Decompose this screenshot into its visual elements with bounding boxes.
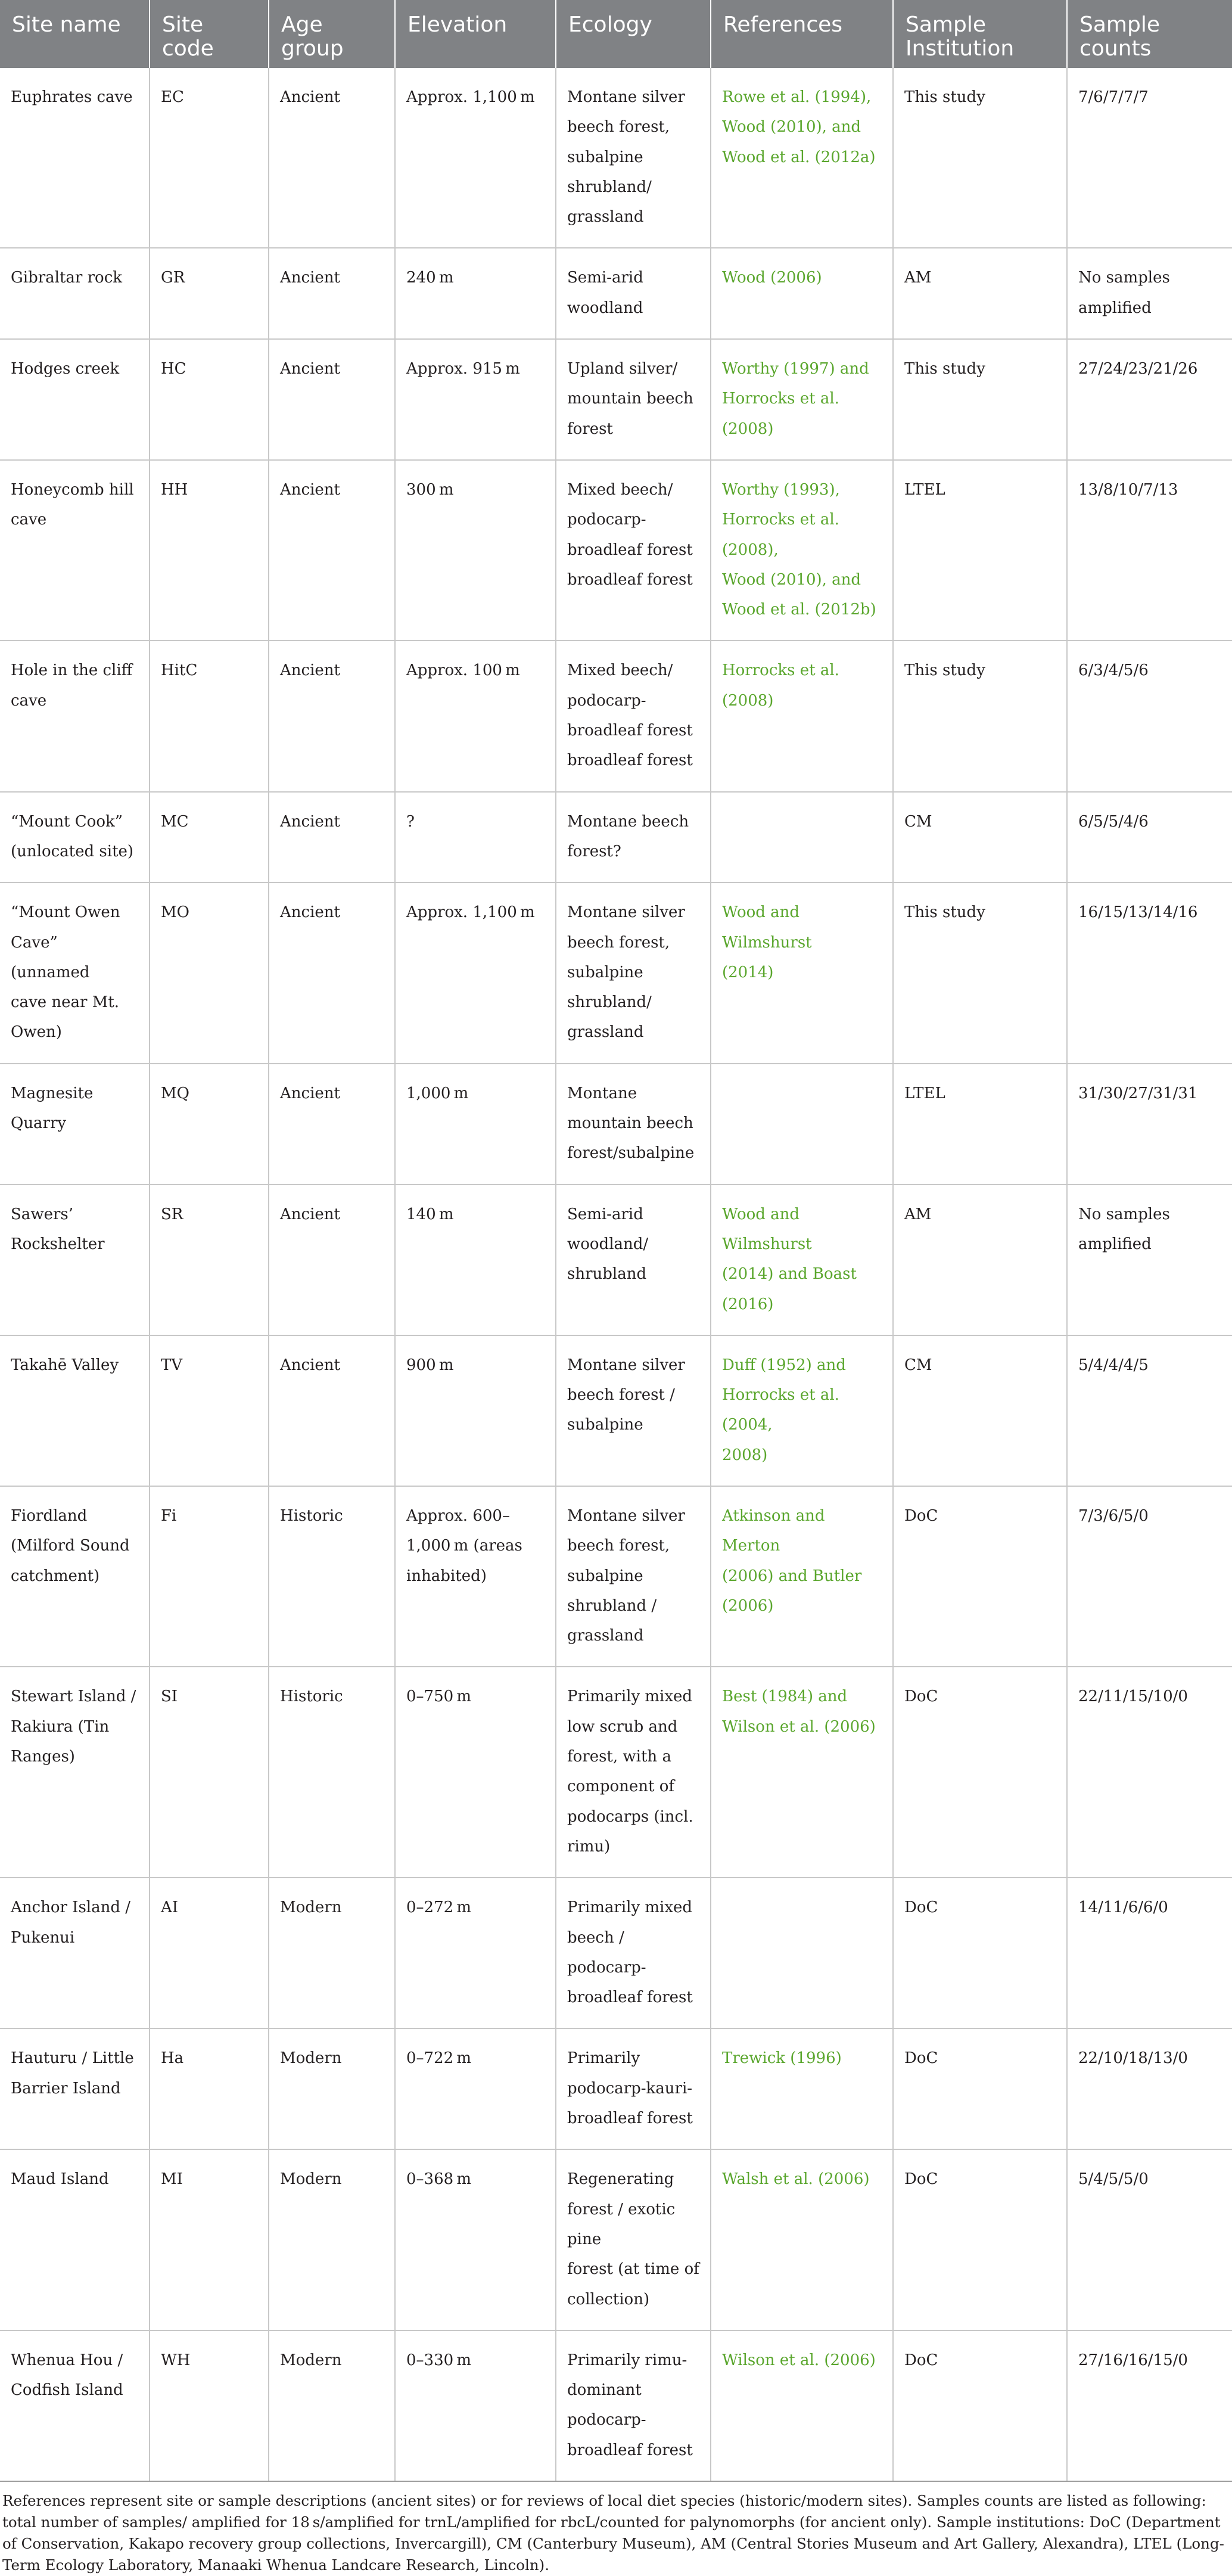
site-code-cell: TV <box>150 1335 269 1486</box>
site-code-cell: HC <box>150 339 269 460</box>
age-group-cell: Ancient <box>269 339 395 460</box>
table-row <box>0 1335 1232 1486</box>
col-sample-counts: Sample counts <box>1067 0 1232 68</box>
site-code-cell: GR <box>150 248 269 339</box>
counts-cell: No samples amplified <box>1067 1185 1232 1335</box>
site-code-cell: MC <box>150 792 269 883</box>
counts-cell: 22/11/15/10/0 <box>1067 1667 1232 1878</box>
counts-cell: 7/3/6/5/0 <box>1067 1486 1232 1667</box>
counts-cell: 5/4/5/5/0 <box>1067 2149 1232 2330</box>
ecology-cell: Mixed beech/ podocarp- broadleaf forest broadleaf forest <box>556 641 711 791</box>
elevation-cell: 0–722 m <box>395 2028 556 2149</box>
table-footnote: References represent site or sample descriptions (ancient sites) or for reviews of local diet species (historic/modern sites). Samples counts are listed as following: total number of samples/ amplified for 18 s/amplified for trnL/amplified for rbcL/counted for palynomorphs (for ancient only). Sample institutions: DoC (Department of Conservation, Kakapo recovery group collections, Invercargill), CM (Canterbury Museum), AM (Central Stories Museum and Art Gallery, Alexandra), LTEL (Long-Term Ecology Laboratory, Manaaki Whenua Landcare Research, Lincoln). <box>2 2492 1224 2574</box>
ecology-cell: Semi-arid woodland/ shrubland <box>556 1185 711 1335</box>
col-site-name: Site name <box>0 0 150 68</box>
age-group-cell: Ancient <box>269 1064 395 1185</box>
elevation-cell: 300 m <box>395 460 556 641</box>
site-name-cell: Anchor Island / Pukenui <box>0 1878 150 2028</box>
elevation-cell: Approx. 1,100 m <box>395 68 556 248</box>
ecology-cell: Primarily rimu- dominant podocarp- broadleaf forest <box>556 2330 711 2481</box>
elevation-cell: Approx. 915 m <box>395 339 556 460</box>
ecology-cell: Regenerating forest / exotic pine forest (at time of collection) <box>556 2149 711 2330</box>
institution-cell: This study <box>893 68 1067 248</box>
elevation-cell: Approx. 1,100 m <box>395 883 556 1063</box>
counts-cell: 7/6/7/7/7 <box>1067 68 1232 248</box>
site-name-cell: “Mount Cook” (unlocated site) <box>0 792 150 883</box>
site-name-cell: Maud Island <box>0 2149 150 2330</box>
references-cell[interactable]: Trewick (1996) <box>711 2028 893 2149</box>
institution-cell: This study <box>893 339 1067 460</box>
col-age-group: Age group <box>269 0 395 68</box>
site-name-cell: Stewart Island / Rakiura (Tin Ranges) <box>0 1667 150 1878</box>
table-row <box>0 1486 1232 1667</box>
age-group-cell: Modern <box>269 2330 395 2481</box>
counts-cell: 14/11/6/6/0 <box>1067 1878 1232 2028</box>
site-name-cell: Euphrates cave <box>0 68 150 248</box>
references-cell[interactable]: Wood and Wilmshurst (2014) <box>711 883 893 1063</box>
age-group-cell: Ancient <box>269 460 395 641</box>
age-group-cell: Historic <box>269 1486 395 1667</box>
ecology-cell: Montane silver beech forest, subalpine shrubland / grassland <box>556 1486 711 1667</box>
ecology-cell: Montane beech forest? <box>556 792 711 883</box>
elevation-cell: ? <box>395 792 556 883</box>
ecology-cell: Primarily mixed beech / podocarp- broadleaf forest <box>556 1878 711 2028</box>
site-name-cell: Whenua Hou / Codfish Island <box>0 2330 150 2481</box>
institution-cell: DoC <box>893 2330 1067 2481</box>
table-row <box>0 792 1232 883</box>
institution-cell: LTEL <box>893 1064 1067 1185</box>
counts-cell: No samples amplified <box>1067 248 1232 339</box>
site-code-cell: HH <box>150 460 269 641</box>
elevation-cell: Approx. 100 m <box>395 641 556 791</box>
ecology-cell: Upland silver/ mountain beech forest <box>556 339 711 460</box>
site-code-cell: SR <box>150 1185 269 1335</box>
site-code-cell: Ha <box>150 2028 269 2149</box>
table-row <box>0 2330 1232 2481</box>
site-code-cell: WH <box>150 2330 269 2481</box>
site-name-cell: Hauturu / Little Barrier Island <box>0 2028 150 2149</box>
references-cell[interactable]: Best (1984) and Wilson et al. (2006) <box>711 1667 893 1878</box>
counts-cell: 5/4/4/4/5 <box>1067 1335 1232 1486</box>
age-group-cell: Ancient <box>269 1335 395 1486</box>
institution-cell: AM <box>893 1185 1067 1335</box>
table-row <box>0 1064 1232 1185</box>
ecology-cell: Mixed beech/ podocarp- broadleaf forest broadleaf forest <box>556 460 711 641</box>
elevation-cell: 0–750 m <box>395 1667 556 1878</box>
elevation-cell: 240 m <box>395 248 556 339</box>
institution-cell: DoC <box>893 2028 1067 2149</box>
col-sample-institution: Sample Institution <box>893 0 1067 68</box>
counts-cell: 31/30/27/31/31 <box>1067 1064 1232 1185</box>
table-row <box>0 460 1232 641</box>
counts-cell: 22/10/18/13/0 <box>1067 2028 1232 2149</box>
site-name-cell: “Mount Owen Cave” (unnamed cave near Mt. Owen) <box>0 883 150 1063</box>
site-name-cell: Gibraltar rock <box>0 248 150 339</box>
site-code-cell: AI <box>150 1878 269 2028</box>
ecology-cell: Montane silver beech forest, subalpine shrubland/ grassland <box>556 68 711 248</box>
ecology-cell: Primarily podocarp-kauri- broadleaf forest <box>556 2028 711 2149</box>
age-group-cell: Modern <box>269 2028 395 2149</box>
institution-cell: This study <box>893 883 1067 1063</box>
table-row <box>0 68 1232 248</box>
ecology-cell: Montane silver beech forest / subalpine <box>556 1335 711 1486</box>
counts-cell: 6/5/5/4/6 <box>1067 792 1232 883</box>
site-name-cell: Magnesite Quarry <box>0 1064 150 1185</box>
references-cell[interactable]: Worthy (1997) and Horrocks et al. (2008) <box>711 339 893 460</box>
institution-cell: DoC <box>893 1878 1067 2028</box>
references-cell[interactable]: Horrocks et al. (2008) <box>711 641 893 791</box>
site-name-cell: Hole in the cliff cave <box>0 641 150 791</box>
table-row <box>0 2149 1232 2330</box>
references-cell <box>711 792 893 883</box>
col-site-code: Site code <box>150 0 269 68</box>
age-group-cell: Ancient <box>269 68 395 248</box>
table-row <box>0 339 1232 460</box>
table-row <box>0 1878 1232 2028</box>
institution-cell: CM <box>893 792 1067 883</box>
col-elevation: Elevation <box>395 0 556 68</box>
site-code-cell: SI <box>150 1667 269 1878</box>
col-ecology: Ecology <box>556 0 711 68</box>
site-code-cell: MO <box>150 883 269 1063</box>
elevation-cell: 900 m <box>395 1335 556 1486</box>
site-code-cell: EC <box>150 68 269 248</box>
counts-cell: 27/16/16/15/0 <box>1067 2330 1232 2481</box>
references-cell[interactable]: Wilson et al. (2006) <box>711 2330 893 2481</box>
site-name-cell: Takahē Valley <box>0 1335 150 1486</box>
table-row <box>0 248 1232 339</box>
col-references: References <box>711 0 893 68</box>
ecology-cell: Semi-arid woodland <box>556 248 711 339</box>
ecology-cell: Primarily mixed low scrub and forest, with a component of podocarps (incl. rimu) <box>556 1667 711 1878</box>
counts-cell: 16/15/13/14/16 <box>1067 883 1232 1063</box>
institution-cell: This study <box>893 641 1067 791</box>
counts-cell: 27/24/23/21/26 <box>1067 339 1232 460</box>
site-code-cell: MI <box>150 2149 269 2330</box>
age-group-cell: Modern <box>269 1878 395 2028</box>
ecology-cell: Montane mountain beech forest/subalpine <box>556 1064 711 1185</box>
references-cell[interactable]: Worthy (1993), Horrocks et al. (2008), Wood (2010), and Wood et al. (2012b) <box>711 460 893 641</box>
age-group-cell: Ancient <box>269 883 395 1063</box>
references-cell <box>711 1878 893 2028</box>
references-cell[interactable]: Rowe et al. (1994), Wood (2010), and Wood et al. (2012a) <box>711 68 893 248</box>
references-cell[interactable]: Atkinson and Merton (2006) and Butler (2006) <box>711 1486 893 1667</box>
elevation-cell: 0–272 m <box>395 1878 556 2028</box>
header-row <box>0 0 1232 68</box>
age-group-cell: Modern <box>269 2149 395 2330</box>
table-row <box>0 641 1232 791</box>
references-cell[interactable]: Duff (1952) and Horrocks et al. (2004, 2008) <box>711 1335 893 1486</box>
references-cell[interactable]: Walsh et al. (2006) <box>711 2149 893 2330</box>
site-code-cell: Fi <box>150 1486 269 1667</box>
site-name-cell: Fiordland (Milford Sound catchment) <box>0 1486 150 1667</box>
references-cell <box>711 1064 893 1185</box>
elevation-cell: 0–330 m <box>395 2330 556 2481</box>
institution-cell: CM <box>893 1335 1067 1486</box>
elevation-cell: 140 m <box>395 1185 556 1335</box>
institution-cell: DoC <box>893 1486 1067 1667</box>
age-group-cell: Historic <box>269 1667 395 1878</box>
age-group-cell: Ancient <box>269 248 395 339</box>
site-name-cell: Hodges creek <box>0 339 150 460</box>
references-cell[interactable]: Wood (2006) <box>711 248 893 339</box>
ecology-cell: Montane silver beech forest, subalpine shrubland/ grassland <box>556 883 711 1063</box>
site-name-cell: Honeycomb hill cave <box>0 460 150 641</box>
institution-cell: AM <box>893 248 1067 339</box>
counts-cell: 6/3/4/5/6 <box>1067 641 1232 791</box>
table-row <box>0 883 1232 1063</box>
institution-cell: DoC <box>893 1667 1067 1878</box>
age-group-cell: Ancient <box>269 641 395 791</box>
table-row <box>0 1667 1232 1878</box>
site-code-cell: HitC <box>150 641 269 791</box>
institution-cell: DoC <box>893 2149 1067 2330</box>
references-cell[interactable]: Wood and Wilmshurst (2014) and Boast (2016) <box>711 1185 893 1335</box>
institution-cell: LTEL <box>893 460 1067 641</box>
elevation-cell: 1,000 m <box>395 1064 556 1185</box>
site-name-cell: Sawers’ Rockshelter <box>0 1185 150 1335</box>
table-row <box>0 2028 1232 2149</box>
counts-cell: 13/8/10/7/13 <box>1067 460 1232 641</box>
elevation-cell: 0–368 m <box>395 2149 556 2330</box>
site-code-cell: MQ <box>150 1064 269 1185</box>
elevation-cell: Approx. 600– 1,000 m (areas inhabited) <box>395 1486 556 1667</box>
age-group-cell: Ancient <box>269 1185 395 1335</box>
age-group-cell: Ancient <box>269 792 395 883</box>
table-row <box>0 1185 1232 1335</box>
